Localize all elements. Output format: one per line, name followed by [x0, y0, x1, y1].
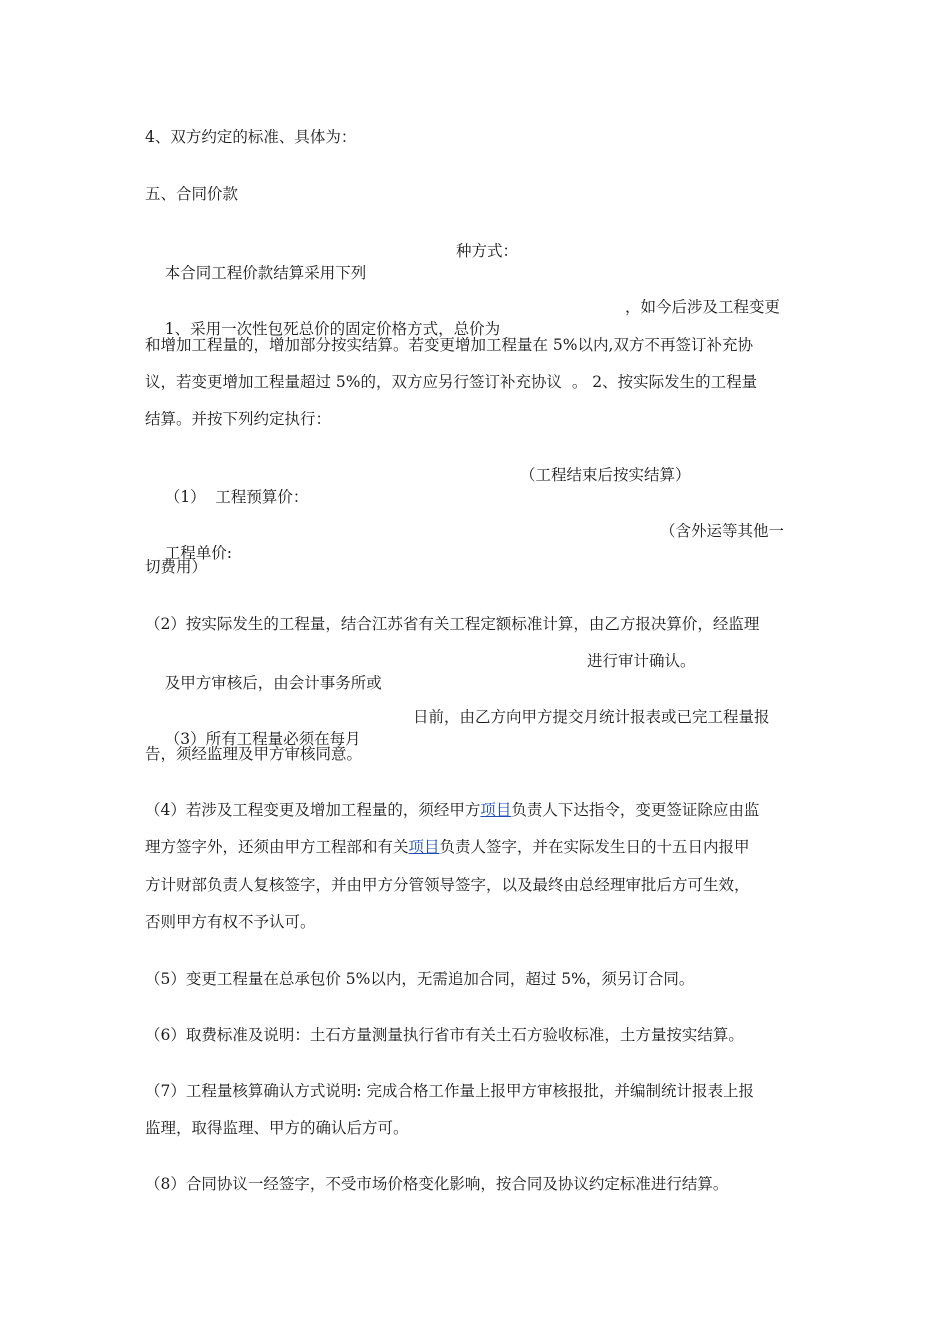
item-1-label: （1） 工程预算价： — [164, 488, 309, 506]
item-4-line-2 — [145, 836, 750, 858]
item-2-line-1: （2）按实际发生的工程量，结合江苏省有关工程定额标准计算，由乙方报决算价，经监理 — [145, 615, 760, 633]
item-3-suffix: 日前，由乙方向甲方提交月统计报表或已完工程量报 — [413, 708, 770, 726]
section-5-heading: 五、合同价款 — [145, 185, 239, 203]
item-4-line-1 — [145, 799, 759, 821]
item-4-text-b: 负责人下达指令，变更签证除应由监 — [511, 801, 760, 819]
method-2-line: 结算。并按下列约定执行： — [145, 410, 332, 428]
item-7-line-1: （7）工程量核算确认方式说明: 完成合格工作量上报甲方审核报批，并编制统计报表上报 — [145, 1082, 755, 1100]
unit-price-note-continued: 切费用） — [145, 558, 208, 576]
project-link[interactable]: 项目 — [480, 801, 512, 819]
item-4-line-3: 方计财部负责人复核签字，并由甲方分管领导签字，以及最终由总经理审批后方可生效， — [145, 876, 750, 894]
item-5-line: （5）变更工程量在总承包价 5%以内，无需追加合同，超过 5%，须另订合同。 — [145, 970, 695, 988]
item-8-line: （8）合同协议一经签字，不受市场价格变化影响，按合同及协议约定标准进行结算。 — [145, 1175, 729, 1193]
item-7-line-2: 监理，取得监理、甲方的确认后方可。 — [145, 1119, 409, 1137]
item-2-suffix: 进行审计确认。 — [587, 652, 696, 670]
item-4-text-d: 负责人签字，并在实际发生日的十五日内报甲 — [439, 838, 750, 856]
project-link[interactable]: 项目 — [408, 838, 440, 856]
item-4-text-a: （4）若涉及工程变更及增加工程量的，须经甲方 — [145, 801, 481, 819]
item-2-text: 及甲方审核后，由会计事务所或 — [164, 674, 382, 692]
item-3-text: （3）所有工程量必须在每月 — [164, 730, 361, 748]
item-1-note: （工程结束后按实结算） — [520, 466, 691, 484]
clause-4-standard: 4、双方约定的标准、具体为： — [145, 128, 357, 146]
unit-price-note: （含外运等其他一 — [660, 522, 785, 540]
method-1-line-3: 议，若变更增加工程量超过 5%的，双方应另行签订补充协议 。 2、按实际发生的工程量 — [145, 373, 758, 391]
unit-price-label: 工程单价: — [164, 544, 232, 562]
item-4-line-4: 否则甲方有权不予认可。 — [145, 913, 316, 931]
payment-method-suffix: 种方式： — [456, 242, 519, 260]
method-1-line-2: 和增加工程量的，增加部分按实结算。若变更增加工程量在 5%以内,双方不再签订补充协 — [145, 336, 753, 354]
method-1-text: 1、采用一次性包死总价的固定价格方式，总价为 — [164, 320, 501, 338]
item-6-line: （6）取费标准及说明：土石方量测量执行省市有关土石方验收标准，土方量按实结算。 — [145, 1026, 744, 1044]
item-3-line-2: 告，须经监理及甲方审核同意。 — [145, 745, 363, 763]
payment-method-text: 本合同工程价款结算采用下列 — [164, 264, 367, 282]
method-1-suffix: ，如今后涉及工程变更 — [625, 298, 781, 316]
item-4-text-c: 理方签字外，还须由甲方工程部和有关 — [145, 838, 409, 856]
